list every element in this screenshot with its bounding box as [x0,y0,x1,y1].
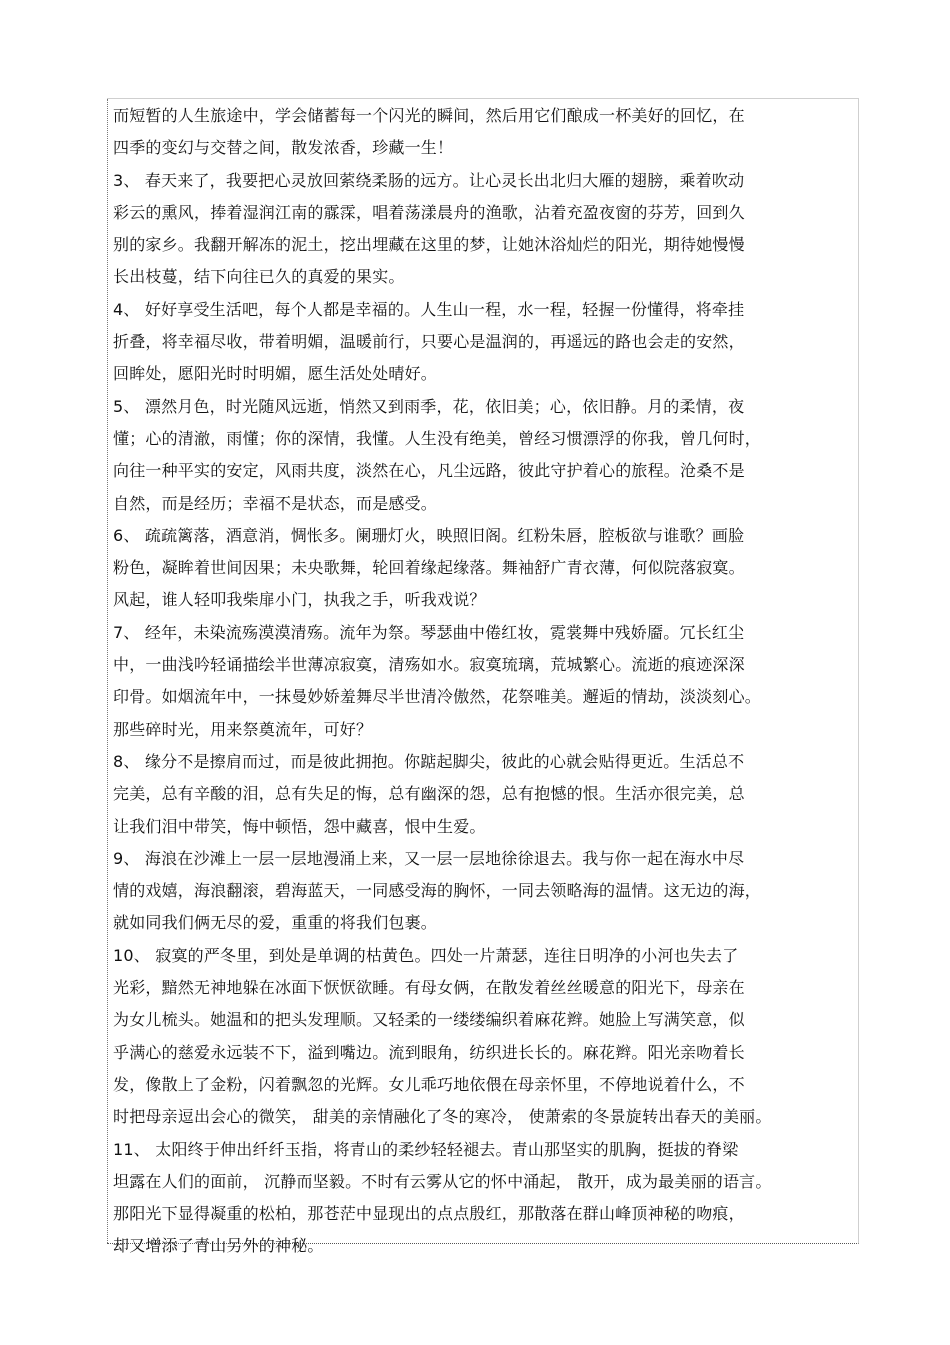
text-line: 10、 寂寞的严冬里，到处是单调的枯黄色。四处一片萧瑟，连往日明净的小河也失去了 [113,945,739,965]
text-line: 向往一种平实的安定，风雨共度，淡然在心，凡尘远路，彼此守护着心的旅程。沧桑不是 [113,461,745,481]
text-line: 坦露在人们的面前， 沉静而坚毅。不时有云雾从它的怀中涌起， 散开，成为最美丽的语言。 [113,1171,772,1191]
text-line: 而短暂的人生旅途中，学会储蓄每一个闪光的瞬间，然后用它们酿成一杯美好的回忆，在 [113,106,745,125]
text-line: 9、 海浪在沙滩上一层一层地漫涌上来，又一层一层地徐徐退去。我与你一起在海水中尽 [113,848,745,868]
body-text [113,100,861,1263]
text-line: 别的家乡。我翻开解冻的泥土，挖出埋藏在这里的梦，让她沐浴灿烂的阳光，期待她慢慢 [113,235,745,255]
text-line: 4、 好好享受生活吧，每个人都是幸福的。人生山一程，水一程，轻握一份懂得，将牵挂 [113,299,745,319]
text-line: 5、 漂然月色，时光随风远逝，悄然又到雨季，花，依旧美；心，依旧静。月的柔情，夜 [113,396,745,416]
text-line: 为女儿梳头。她温和的把头发理顺。又轻柔的一缕缕编织着麻花辫。她脸上写满笑意，似 [113,1010,745,1030]
text-line: 光彩，黯然无神地躲在冰面下恹恹欲睡。有母女俩，在散发着丝丝暖意的阳光下，母亲在 [113,978,745,998]
text-line: 3、 春天来了，我要把心灵放回萦绕柔肠的远方。让心灵长出北归大雁的翅膀，乘着吹动 [113,170,745,190]
text-line: 印骨。如烟流年中，一抹曼妙娇羞舞尽半世清冷傲然，花祭唯美。邂逅的情劫，淡淡刻心。 [113,687,762,707]
text-line: 情的戏嬉，海浪翻滚，碧海蓝天，一同感受海的胸怀，一同去领略海的温情。这无边的海， [113,881,762,901]
text-line: 乎满心的慈爱永远装不下，溢到嘴边。流到眼角，纺织进长长的。麻花辫。阳光亲吻着长 [113,1042,745,1062]
text-line: 6、 疏疏篱落，酒意消，惆怅多。阑珊灯火，映照旧阁。红粉朱唇，腔板欲与谁歌？画脸 [113,525,745,545]
text-line: 中，一曲浅吟轻诵描绘半世薄凉寂寞，清殇如水。寂寞琉璃，荒城繁心。流逝的痕迹深深 [113,655,745,675]
text-line: 7、 经年，未染流殇漠漠清殇。流年为祭。琴瑟曲中倦红妆，霓裳舞中残娇靥。冗长红尘 [113,622,745,642]
text-line: 时把母亲逗出会心的微笑， 甜美的亲情融化了冬的寒冷， 使萧索的冬景旋转出春天的美丽。 [113,1107,772,1127]
text-line: 却又增添了青山另外的神秘。 [113,1236,324,1256]
text-line: 四季的变幻与交替之间，散发浓香，珍藏一生！ [113,138,454,158]
text-line: 那阳光下显得凝重的松柏，那苍茫中显现出的点点殷红，那散落在群山峰顶神秘的吻痕， [113,1204,745,1224]
text-line: 粉色，凝眸着世间因果；未央歌舞，轮回着缘起缘落。舞袖舒广青衣薄，何似院落寂寞。 [113,558,745,578]
text-line: 自然，而是经历；幸福不是状态，而是感受。 [113,493,438,513]
text-line: 8、 缘分不是擦肩而过，而是彼此拥抱。你踮起脚尖，彼此的心就会贴得更近。生活总不 [113,751,745,771]
text-line: 发，像散上了金粉，闪着飘忽的光辉。女儿乖巧地依偎在母亲怀里，不停地说着什么，不 [113,1074,745,1094]
text-line: 折叠，将幸福尽收，带着明媚，温暖前行，只要心是温润的，再遥远的路也会走的安然， [113,332,745,352]
text-line: 完美，总有辛酸的泪，总有失足的悔，总有幽深的怨，总有抱憾的恨。生活亦很完美，总 [113,784,745,804]
text-line: 风起，谁人轻叩我柴扉小门，执我之手，听我戏说？ [113,590,486,610]
text-line: 让我们泪中带笑，悔中顿悟，怨中藏喜，恨中生爱。 [113,816,486,836]
text-line: 就如同我们俩无尽的爱，重重的将我们包裹。 [113,913,438,933]
text-line: 那些碎时光，用来祭奠流年，可好？ [113,719,373,739]
text-line: 懂；心的清澈，雨懂；你的深情，我懂。人生没有绝美，曾经习惯漂浮的你我，曾几何时， [113,428,762,448]
text-line: 11、 太阳终于伸出纤纤玉指，将青山的柔纱轻轻褪去。青山那坚实的肌胸，挺拔的脊梁 [113,1139,739,1159]
text-line: 长出枝蔓，结下向往已久的真爱的果实。 [113,267,405,287]
text-line: 回眸处，愿阳光时时明媚，愿生活处处晴好。 [113,364,438,384]
text-line: 彩云的熏风，捧着湿润江南的霡霂，唱着荡漾晨舟的渔歌，沾着充盈夜窗的芬芳，回到久 [113,202,745,222]
